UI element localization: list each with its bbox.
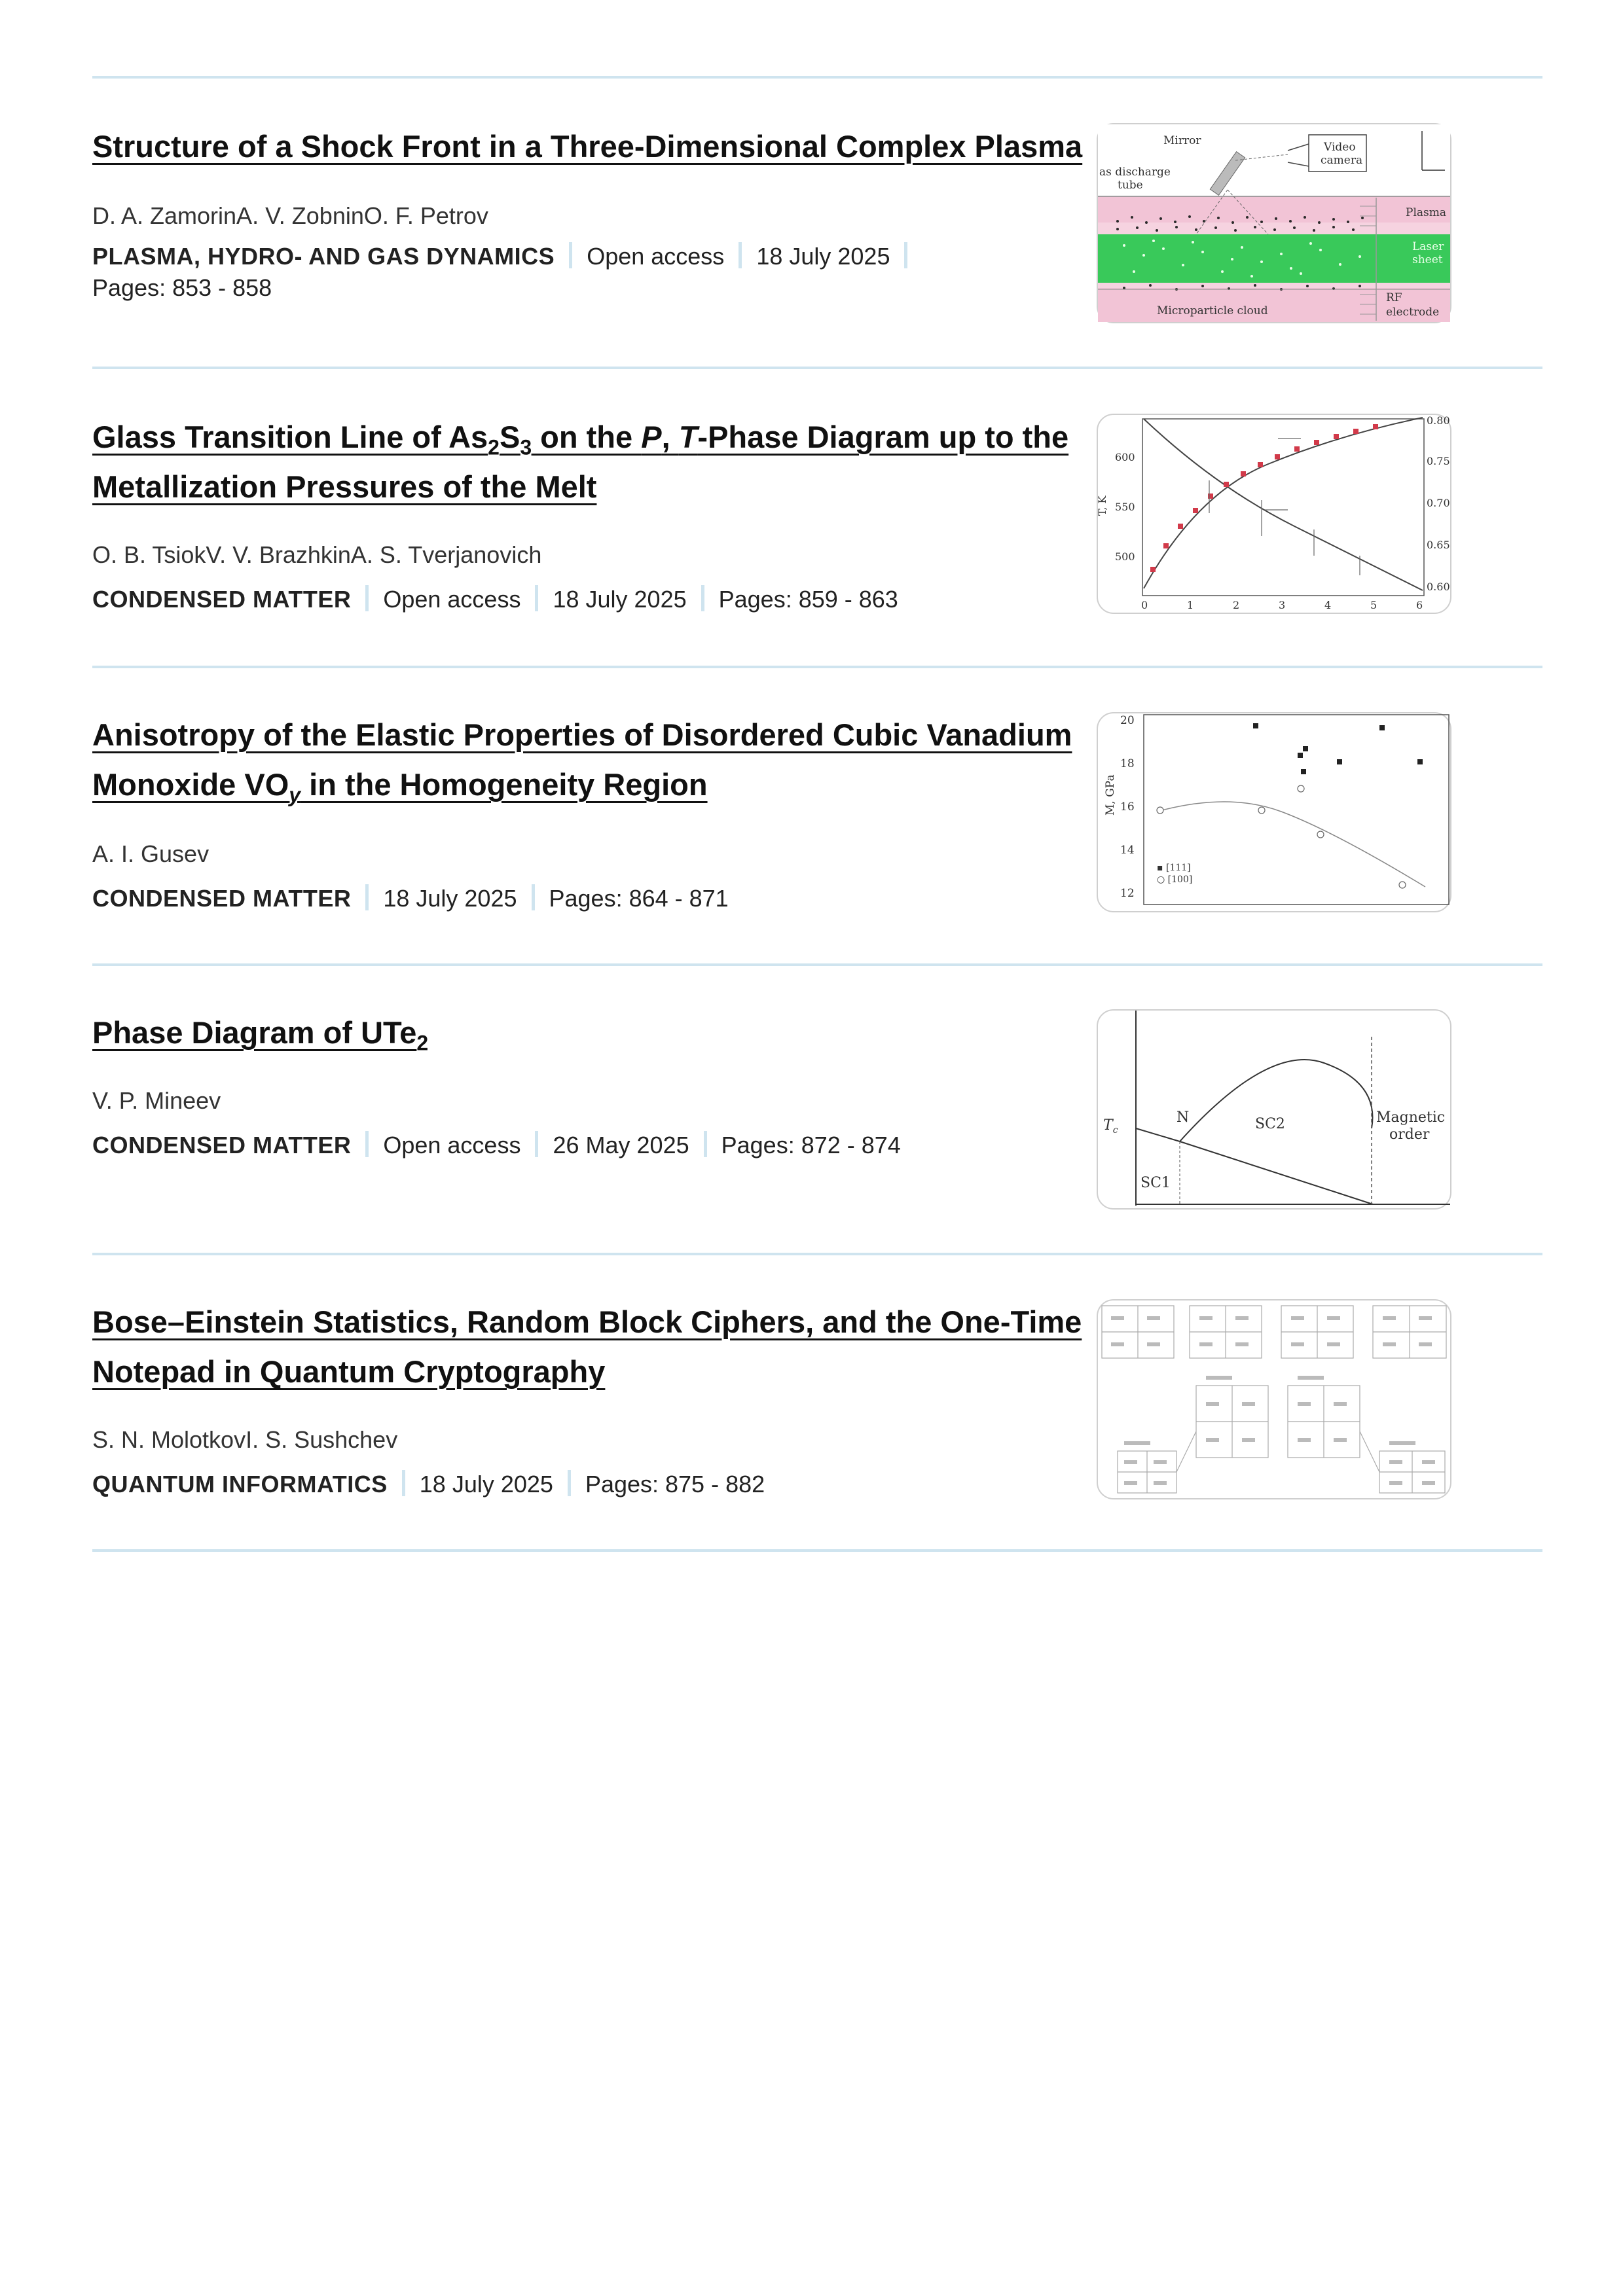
page-range: Pages: 853 - 858: [92, 274, 272, 301]
article-thumbnail[interactable]: [1097, 123, 1451, 323]
article-meta: [92, 1130, 976, 1161]
publish-date: 18 July 2025: [553, 586, 687, 613]
article-title[interactable]: Bose–Einstein Statistics, Random Block Ciphers, and the One-Time Notepad in Quantum Cryptography: [92, 1304, 1082, 1389]
publish-date: 18 July 2025: [756, 243, 890, 270]
axis-tick: 0.65: [1427, 539, 1450, 551]
meta-separator: [535, 585, 538, 611]
publish-date: 26 May 2025: [553, 1132, 689, 1158]
section-link[interactable]: QUANTUM INFORMATICS: [92, 1471, 388, 1498]
axis-tick: 4: [1324, 599, 1332, 611]
axis-tick: 0.75: [1427, 455, 1450, 467]
article-thumbnail[interactable]: [1097, 414, 1451, 614]
divider: [92, 1549, 1542, 1552]
figure-label: c: [1112, 1125, 1118, 1136]
publish-date: 18 July 2025: [419, 1471, 553, 1498]
meta-separator: [904, 242, 907, 268]
axis-tick: 14: [1120, 844, 1135, 857]
axis-tick: 500: [1115, 550, 1135, 563]
page-range: Pages: 859 - 863: [718, 586, 898, 613]
axis-tick: 600: [1115, 451, 1135, 463]
page-range: Pages: 864 - 871: [549, 885, 729, 912]
article-authors: V. P. Mineev: [92, 1087, 221, 1114]
figure-label: Laser: [1412, 240, 1444, 253]
meta-separator: [535, 1131, 538, 1157]
figure-label: Mirror: [1163, 134, 1201, 147]
meta-separator: [739, 242, 742, 268]
axis-tick: 0.60: [1427, 581, 1450, 593]
figure-label: SC1: [1140, 1175, 1171, 1191]
divider: [92, 76, 1542, 79]
page-range: Pages: 875 - 882: [585, 1471, 765, 1498]
figure-label: sheet: [1412, 253, 1443, 266]
page-range: Pages: 872 - 874: [721, 1132, 901, 1158]
publish-date: 18 July 2025: [383, 885, 517, 912]
section-link[interactable]: PLASMA, HYDRO- AND GAS DYNAMICS: [92, 243, 555, 270]
figure-label: electrode: [1386, 306, 1440, 319]
access-badge: Open access: [587, 243, 725, 270]
article-authors: A. I. Gusev: [92, 840, 210, 867]
legend-entry: ▪ [111]: [1157, 863, 1191, 873]
axis-tick: 5: [1370, 599, 1377, 611]
figure-label: order: [1389, 1126, 1430, 1143]
divider: [92, 963, 1542, 966]
article-meta: [92, 1469, 976, 1500]
figure-label: tube: [1118, 179, 1143, 192]
figure-label: Microparticle cloud: [1157, 304, 1268, 317]
elastic-properties-figure: [1098, 713, 1450, 911]
glass-transition-figure: [1098, 415, 1450, 613]
axis-label: T, K: [1096, 495, 1108, 516]
figure-label: Plasma: [1406, 206, 1446, 219]
article-title[interactable]: Phase Diagram of UTe$_2$: [92, 1015, 429, 1055]
block-cipher-figure: [1098, 1300, 1450, 1498]
meta-separator: [365, 1131, 369, 1157]
divider: [92, 1253, 1542, 1255]
access-badge: Open access: [383, 586, 521, 613]
meta-separator: [704, 1131, 707, 1157]
axis-label: M, GPa: [1104, 774, 1117, 816]
shock-front-figure: [1098, 124, 1450, 322]
article-meta: [92, 241, 976, 304]
figure-label: Video: [1324, 141, 1356, 154]
article-thumbnail[interactable]: [1097, 1299, 1451, 1499]
section-link[interactable]: CONDENSED MATTER: [92, 586, 352, 613]
article-title[interactable]: Structure of a Shock Front in a Three-Dimensional Complex Plasma: [92, 129, 1083, 164]
article-authors: D. A. ZamorinA. V. ZobninO. F. Petrov: [92, 202, 488, 229]
svg-text:Tc: [1103, 1117, 1118, 1136]
axis-tick: 1: [1187, 599, 1194, 611]
axis-tick: 20: [1120, 714, 1135, 727]
section-link[interactable]: CONDENSED MATTER: [92, 1132, 352, 1158]
section-link[interactable]: CONDENSED MATTER: [92, 885, 352, 912]
meta-separator: [532, 884, 535, 910]
figure-label: Magnetic: [1376, 1109, 1446, 1126]
figure-label: as discharge: [1099, 166, 1171, 179]
figure-label: camera: [1321, 154, 1363, 167]
axis-tick: 12: [1120, 887, 1135, 900]
meta-separator: [365, 585, 369, 611]
axis-tick: 2: [1233, 599, 1240, 611]
axis-tick: 18: [1120, 757, 1135, 770]
axis-tick: 6: [1416, 599, 1423, 611]
figure-label: N: [1176, 1109, 1190, 1126]
axis-tick: 3: [1279, 599, 1286, 611]
phase-diagram-figure: [1098, 1011, 1450, 1208]
article-authors: O. B. TsiokV. V. BrazhkinA. S. Tverjanovich: [92, 541, 542, 568]
meta-separator: [569, 242, 572, 268]
article-thumbnail[interactable]: [1097, 712, 1451, 912]
meta-separator: [701, 585, 704, 611]
article-title[interactable]: Glass Transition Line of $As_2S_3$ on the P, T-Phase Diagram up to the Metallization Pressures of the Melt: [92, 420, 1069, 504]
meta-separator: [568, 1470, 571, 1496]
divider: [92, 666, 1542, 668]
divider: [92, 367, 1542, 369]
article-meta: [92, 883, 976, 914]
meta-separator: [365, 884, 369, 910]
axis-tick: 550: [1115, 501, 1135, 513]
figure-label: T: [1103, 1117, 1113, 1134]
axis-tick: 0: [1141, 599, 1148, 611]
article-authors: S. N. MolotkovI. S. Sushchev: [92, 1426, 398, 1453]
axis-tick: 0.80: [1427, 414, 1450, 427]
axis-tick: 16: [1120, 800, 1135, 814]
article-title[interactable]: Anisotropy of the Elastic Properties of Disordered Cubic Vanadium Monoxide $VO_y$ in the Homogeneity Region: [92, 717, 1072, 807]
access-badge: Open access: [383, 1132, 521, 1158]
figure-label: SC2: [1255, 1116, 1285, 1132]
article-meta: [92, 584, 976, 615]
figure-label: RF: [1386, 291, 1402, 304]
meta-separator: [402, 1470, 405, 1496]
legend-entry: ○ [100]: [1157, 874, 1193, 885]
axis-tick: 0.70: [1427, 497, 1450, 509]
article-thumbnail[interactable]: [1097, 1009, 1451, 1210]
